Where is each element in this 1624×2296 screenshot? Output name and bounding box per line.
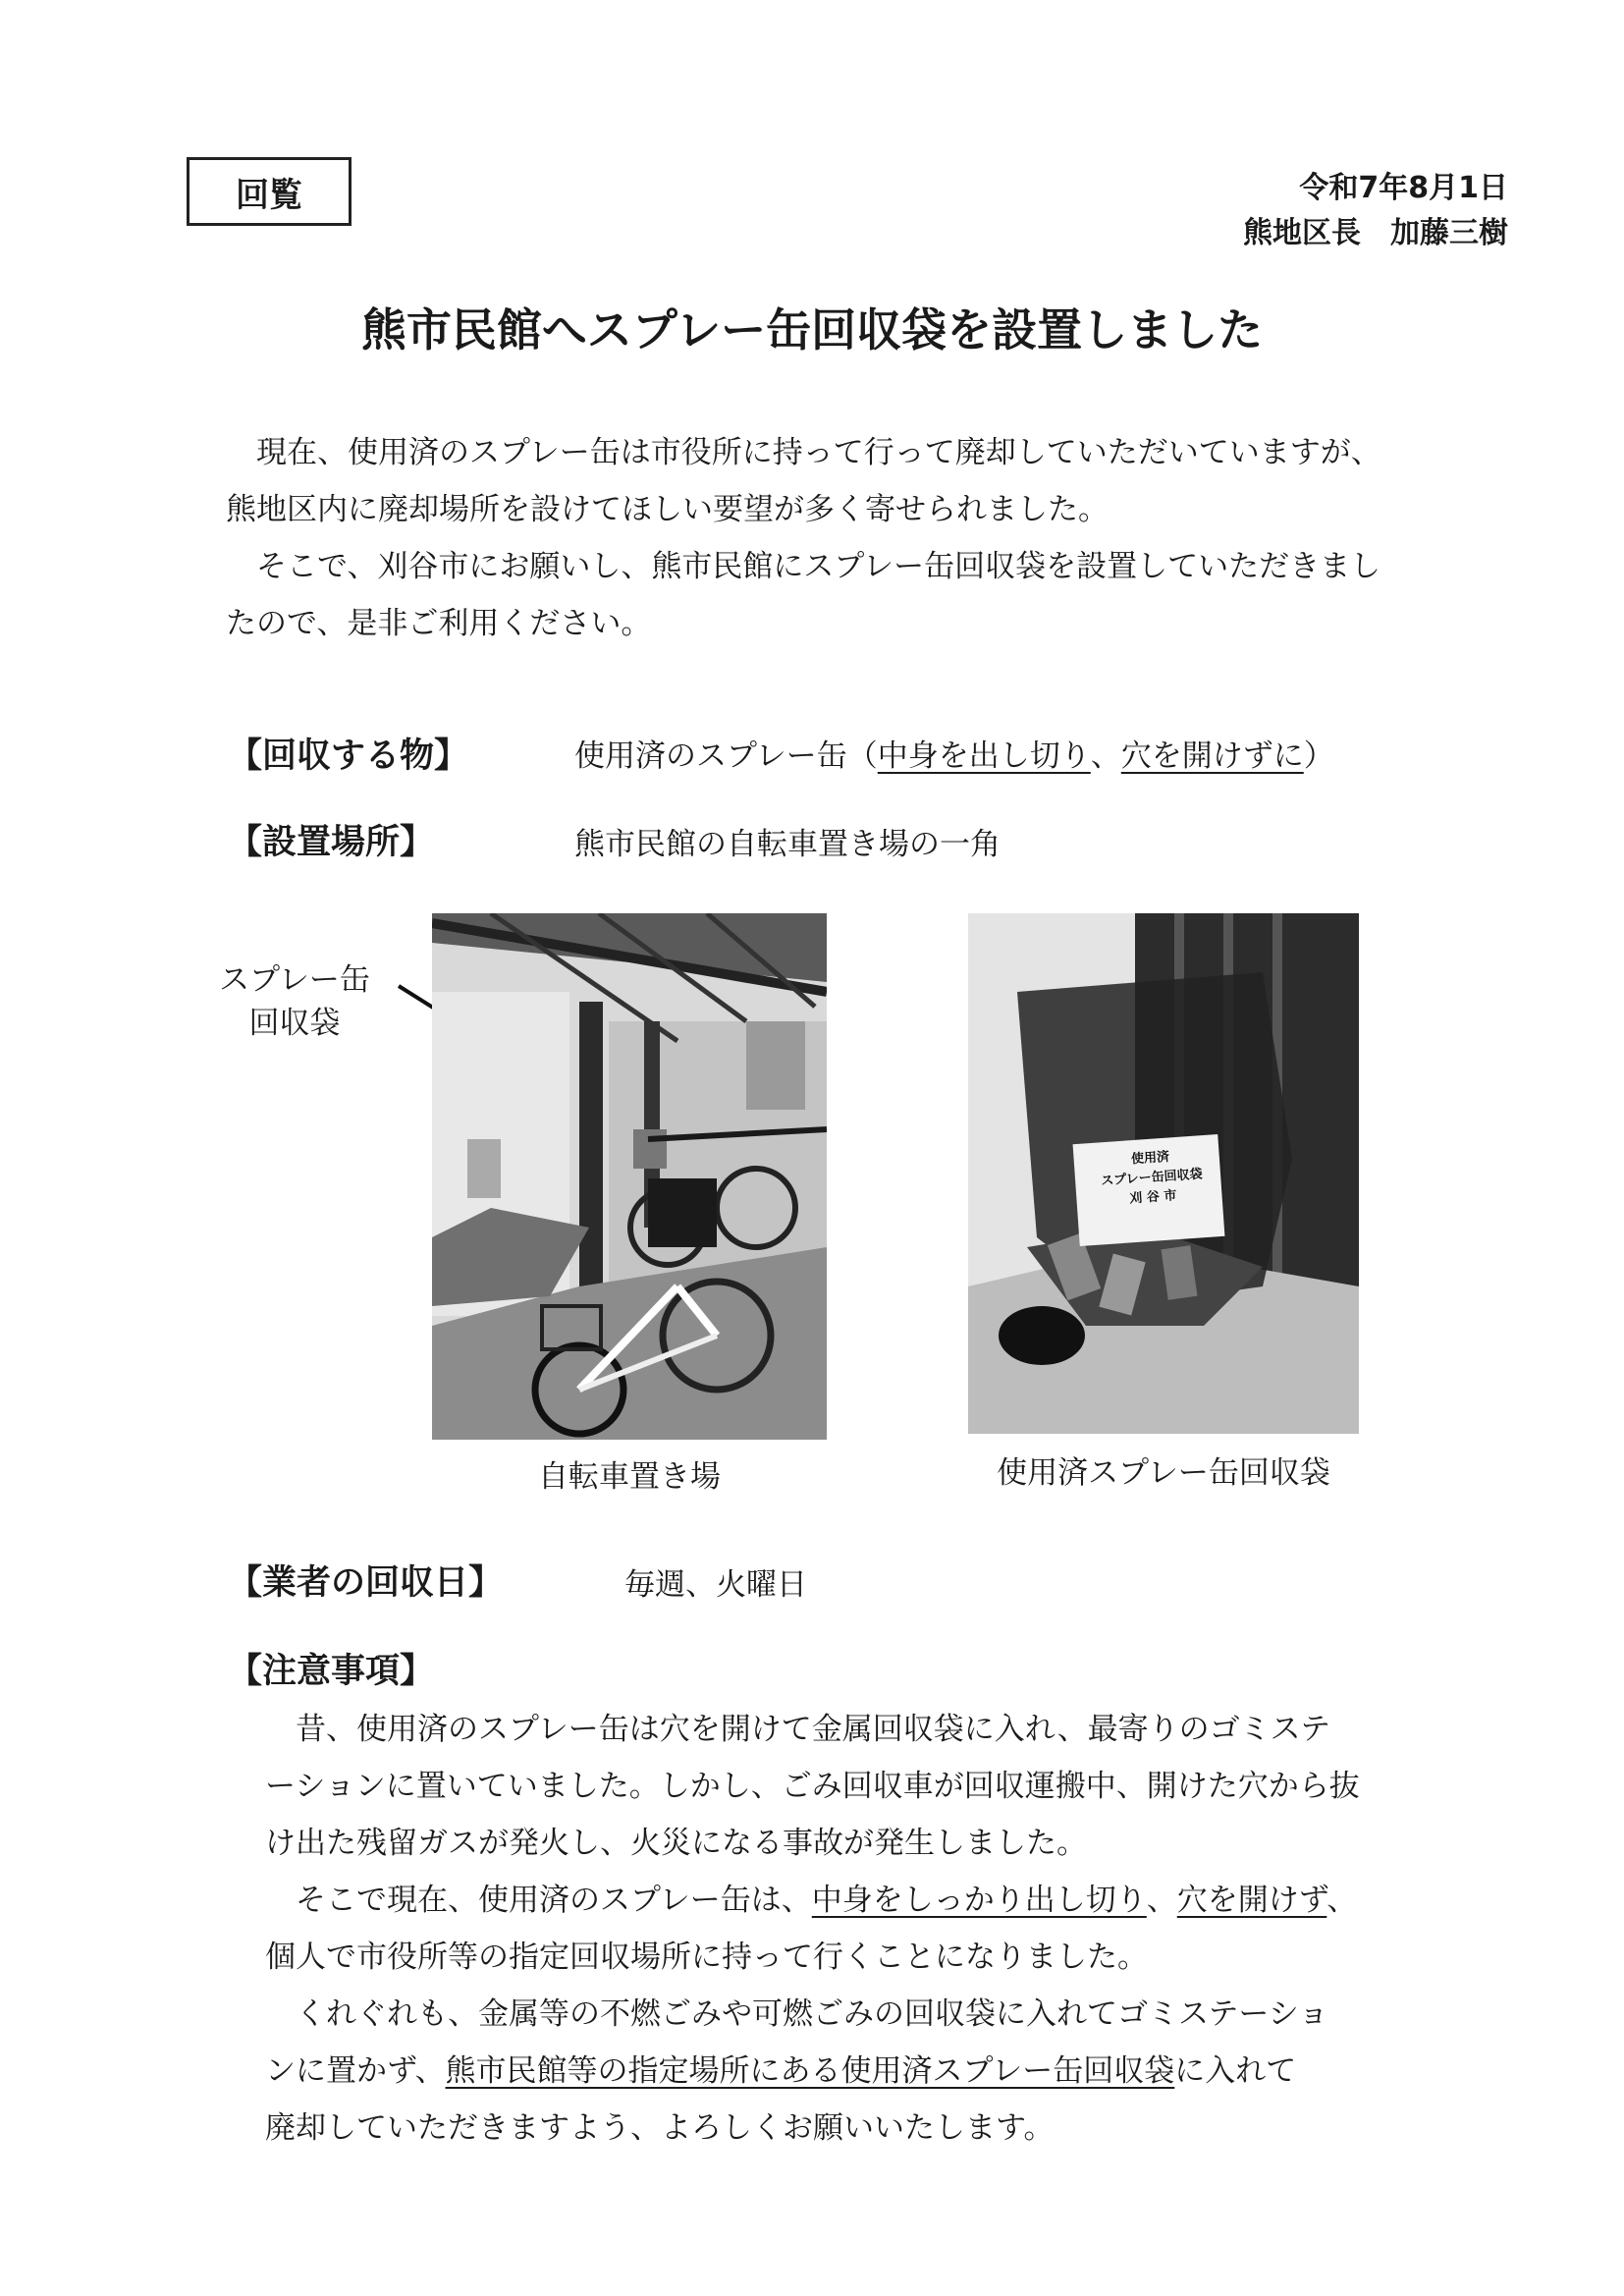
photo-callout-line-2: 回収袋 [248,1006,341,1041]
schedule-value: 毎週、火曜日 [624,1567,807,1603]
intro-line-4: たので、是非ご利用ください。 [226,606,652,641]
notes-line-4 [265,1872,1542,1929]
place-label: 【設置場所】 [228,823,435,862]
place-value: 熊市民館の自転車置き場の一角 [574,827,1001,862]
notes-line-7 [265,2043,1542,2100]
bag-sign [1082,1144,1221,1212]
schedule-label: 【業者の回収日】 [228,1563,504,1603]
caption-bicycle-parking: 自転車置き場 [538,1459,721,1495]
collect-value-underline-1: 中身を出し切り [877,738,1091,774]
bag-sign-line-1: 使用済 [1130,1149,1170,1168]
circular-badge-label: 回覧 [236,175,302,215]
collect-value-b: 、 [1090,738,1121,774]
caption-spray-can-bag: 使用済スプレー缶回収袋 [997,1455,1330,1491]
notes-paragraph [265,1701,1542,2157]
notes-line-2: ーションに置いていました。しかし、ごみ回収車が回収運搬中、開けた穴から抜 [265,1769,1360,1804]
collect-label: 【回収する物】 [228,737,469,776]
notes-line-6: くれぐれも、金属等の不燃ごみや可燃ごみの回収袋に入れてゴミステーショ [265,1996,1329,2032]
notes-line-3: け出た残留ガスが発火し、火災になる事故が発生しました。 [265,1826,1087,1861]
notes-line-1: 昔、使用済のスプレー缶は穴を開けて金属回収袋に入れ、最寄りのゴミステ [265,1712,1330,1747]
circular-badge [187,157,352,226]
collect-value-c: ） [1303,738,1334,774]
intro-line-1: 現在、使用済のスプレー缶は市役所に持って行って廃却していただいていますが、 [226,435,1381,470]
bicycle-parking-photo [432,913,827,1440]
notes-line-4-c: 、 [1326,1883,1358,1918]
photo-callout [204,958,385,1045]
collect-value-a: 使用済のスプレー缶（ [574,738,878,774]
collect-value [574,731,1334,775]
intro-line-3: そこで、刈谷市にお願いし、熊市民館にスプレー缶回収袋を設置していただきまし [226,549,1381,584]
notes-line-7-underline: 熊市民館等の指定場所にある使用済スプレー缶回収袋 [445,2053,1175,2089]
intro-paragraph [226,424,1542,652]
issue-date: 令和7年8月1日 [1299,171,1508,205]
notes-line-7-b: に入れて [1174,2053,1297,2089]
notes-line-4-b: 、 [1146,1883,1177,1918]
notes-line-4-underline-1: 中身をしっかり出し切り [811,1883,1147,1918]
sender-name: 熊地区長 加藤三樹 [1243,216,1508,250]
notes-line-5: 個人で市役所等の指定回収場所に持って行くことになりました。 [265,1940,1148,1975]
notes-line-4-underline-2: 穴を開けず [1176,1883,1327,1918]
document-title: 熊市民館へスプレー缶回収袋を設置しました [360,303,1264,356]
notes-label: 【注意事項】 [228,1652,435,1691]
bag-sign-line-2: スプレー缶回収袋 [1100,1167,1204,1189]
collect-value-underline-2: 穴を開けずに [1120,738,1304,774]
bag-sign-line-3: 刈 谷 市 [1128,1188,1177,1207]
notes-line-7-a: ンに置かず、 [265,2053,446,2089]
notes-line-4-a: そこで現在、使用済のスプレー缶は、 [265,1883,812,1918]
spray-can-bag-photo [968,913,1359,1434]
photo-callout-line-1: スプレー缶 [219,962,370,998]
intro-line-2: 熊地区内に廃却場所を設けてほしい要望が多く寄せられました。 [226,492,1109,527]
notes-line-8: 廃却していただきますよう、よろしくお願いいたします。 [265,2110,1055,2146]
